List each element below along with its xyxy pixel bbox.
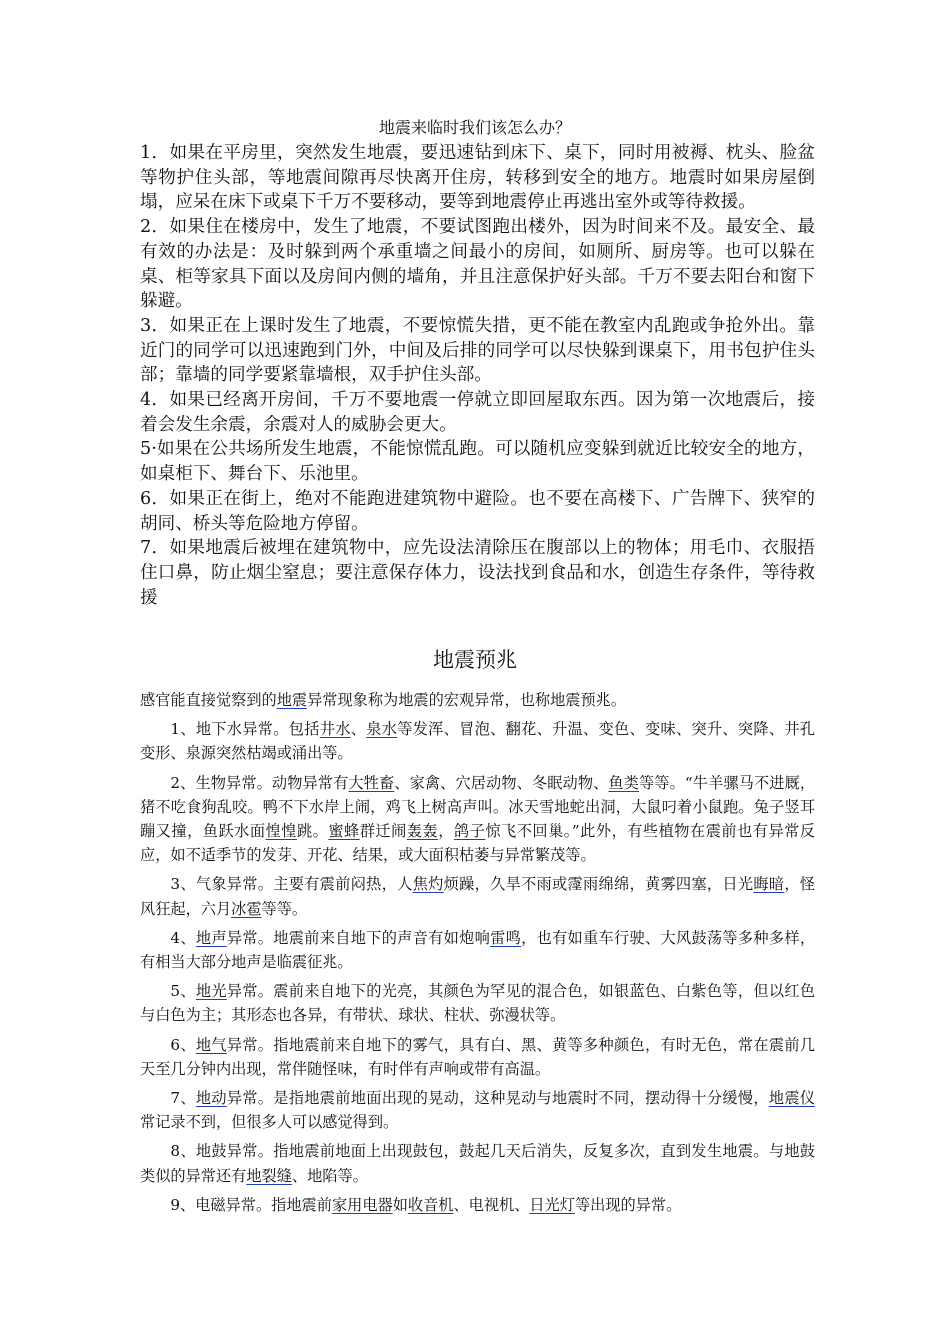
- precursor-paragraph: [140, 688, 815, 712]
- paragraph-text: 群迁闹: [359, 822, 407, 841]
- term-link[interactable]: 地震仪: [768, 1089, 816, 1108]
- paragraph-text: 、家禽、穴居动物、冬眠动物、: [394, 773, 609, 792]
- section-title: 地震预兆: [433, 648, 517, 672]
- paragraph-text: 跳。: [296, 822, 329, 841]
- term-link[interactable]: 轰轰: [406, 822, 439, 841]
- paragraph-text: 异常。指地震前来自地下的雾气，具有白、黑、黄等多种颜色，有时无色，常在震前几天至几分钟内出现，常伴随怪味，有时伴有声响或带有高温。: [140, 1035, 816, 1078]
- precursor-paragraph: [140, 1139, 815, 1187]
- paragraph-text: 、: [350, 720, 367, 739]
- term-link[interactable]: 地光: [195, 982, 227, 1001]
- term-link[interactable]: 收音机: [407, 1195, 454, 1214]
- paragraph-text: 烦躁，久旱不雨或霪雨绵绵，黄雾四塞，日光: [443, 875, 754, 894]
- term-link[interactable]: 鱼类: [608, 773, 640, 792]
- paragraph-text: 等等。: [261, 899, 308, 918]
- paragraph-text: 等等。“牛羊骡马不进厩，猪不吃食狗乱咬。鸭不下水岸上闹，鸡飞上树高声叫。冰天雪地蛇出洞，大鼠叼着小鼠跑。兔子竖耳蹦又撞，鱼跃水面: [140, 773, 816, 841]
- paragraph-text: 5、: [170, 982, 196, 1001]
- paragraph-text: ，也有如重车行驶、大风鼓荡等多种多样，有相当大部分地声是临震征兆。: [140, 928, 816, 972]
- paragraph-text: 7、: [170, 1089, 196, 1108]
- paragraph-text: 惊飞不回巢。”此外，有些植物在震前也有异常反应，如不适季节的发芽、开花、结果，或大面积枯萎与异常繁茂等。: [140, 822, 816, 865]
- paragraph-text: 2、生物异常。动物异常有: [170, 773, 349, 792]
- precursor-paragraph: [140, 979, 815, 1027]
- page-title: 地震来临时我们该怎么办？: [378, 118, 571, 137]
- term-link[interactable]: 地动: [195, 1089, 227, 1108]
- instruction-paragraph: 5·如果在公共场所发生地震，不能惊慌乱跑。可以随机应变躲到就近比较安全的地方，如桌柜下、舞台下、乐池里。: [140, 439, 815, 485]
- term-link[interactable]: 日光灯: [529, 1195, 575, 1214]
- term-link[interactable]: 地裂缝: [246, 1166, 292, 1185]
- term-link[interactable]: 地震: [276, 691, 308, 709]
- paragraph-text: 异常现象称为地震的宏观异常，也称地震预兆。: [307, 691, 626, 709]
- term-link[interactable]: 家用电器: [331, 1195, 393, 1214]
- precursor-paragraph: [140, 1193, 815, 1217]
- term-link[interactable]: 雷鸣: [490, 928, 522, 947]
- paragraph-text: 9、电磁异常。指地震前: [170, 1195, 332, 1214]
- paragraph-text: 异常。是指地震前地面出现的晃动，这种晃动与地震时不同，摆动得十分缓慢，: [226, 1089, 769, 1108]
- instruction-paragraph: 1．如果在平房里，突然发生地震，要迅速钻到床下、桌下，同时用被褥、枕头、脸盆等物护住头部，等地震间隙再尽快离开住房，转移到安全的地方。地震时如果房屋倒塌，应呆在床下或桌下千万不要移动，要等到地震停止再逃出室外或等待救援。: [140, 143, 815, 213]
- precursor-paragraph: [140, 1086, 815, 1134]
- paragraph-text: 4、: [170, 928, 196, 947]
- term-link[interactable]: 惶惶: [265, 822, 297, 841]
- precursor-paragraph: [140, 1033, 815, 1081]
- term-link[interactable]: 地气: [195, 1035, 227, 1054]
- paragraph-text: 、地陷等。: [291, 1166, 368, 1185]
- term-link[interactable]: 泉水: [366, 720, 398, 739]
- term-link[interactable]: 大牲畜: [348, 773, 395, 792]
- term-link[interactable]: 焦灼: [412, 875, 444, 894]
- instruction-paragraph: 7．如果地震后被埋在建筑物中，应先设法清除压在腹部以上的物体；用毛巾、衣服捂住口鼻，防止烟尘窒息；要注意保存体力，设法找到食品和水，创造生存条件，等待救援: [140, 538, 815, 608]
- paragraph-text: 、电视机、: [453, 1195, 530, 1214]
- precursor-paragraph: [140, 872, 815, 920]
- precursor-paragraph: [140, 771, 815, 868]
- paragraph-text: ，怪风狂起，六月: [140, 875, 816, 918]
- instruction-paragraph: 3．如果正在上课时发生了地震，不要惊慌失措，更不能在教室内乱跑或争抢外出。靠近门的同学可以迅速跑到门外，中间及后排的同学可以尽快躲到课桌下，用书包护住头部；靠墙的同学要紧靠墙根，双手护住头部。: [140, 315, 815, 386]
- instruction-paragraph: 6．如果正在街上，绝对不能跑进建筑物中避险。也不要在高楼下、广告牌下、狭窄的胡同、桥头等危险地方停留。: [140, 488, 815, 534]
- term-link[interactable]: 蜜蜂: [328, 822, 360, 841]
- paragraph-text: ，: [438, 822, 454, 841]
- term-link[interactable]: 晦暗: [753, 875, 785, 894]
- term-link[interactable]: 冰雹: [231, 899, 262, 918]
- paragraph-text: 8、地鼓异常。指地震前地面上出现鼓包，鼓起几天后消失，反复多次，直到发生地震。与地鼓类似的异常还有: [140, 1142, 815, 1185]
- precursor-paragraph: [140, 717, 815, 765]
- paragraph-text: 感官能直接觉察到的: [140, 691, 277, 709]
- paragraph-text: 常记录不到，但很多人可以感觉得到。: [140, 1113, 399, 1132]
- paragraph-text: 6、: [170, 1035, 196, 1054]
- paragraph-text: 3、气象异常。主要有震前闷热，人: [170, 875, 413, 894]
- precursor-section: [140, 688, 815, 1222]
- paragraph-text: 异常。震前来自地下的光亮，其颜色为罕见的混合色，如银蓝色、白紫色等，但以红色与白色为主；其形态也各异，有带状、球状、柱状、弥漫状等。: [140, 982, 816, 1025]
- safety-instructions: [140, 141, 815, 610]
- paragraph-text: 等发浑、冒泡、翻花、升温、变色、变味、突升、突降、井孔变形、泉源突然枯竭或涌出等。: [140, 720, 816, 763]
- paragraph-text: 1、地下水异常。包括: [170, 720, 320, 739]
- precursor-paragraph: [140, 926, 815, 974]
- term-link[interactable]: 地声: [195, 928, 227, 947]
- paragraph-text: 如: [392, 1195, 408, 1214]
- term-link[interactable]: 鸽子: [453, 822, 486, 841]
- term-link[interactable]: 井水: [319, 720, 351, 739]
- instruction-paragraph: 4．如果已经离开房间，千万不要地震一停就立即回屋取东西。因为第一次地震后，接着会发生余震，余震对人的威胁会更大。: [140, 390, 815, 435]
- paragraph-text: 异常。地震前来自地下的声音有如炮响: [226, 928, 491, 947]
- paragraph-text: 等出现的异常。: [574, 1195, 682, 1214]
- instruction-paragraph: 2．如果住在楼房中，发生了地震，不要试图跑出楼外，因为时间来不及。最安全、最有效的办法是：及时躲到两个承重墙之间最小的房间，如厕所、厨房等。也可以躲在桌、柜等家具下面以及房间内侧的墙角，并且注意保护好头部。千万不要去阳台和窗下躲避。: [140, 217, 815, 312]
